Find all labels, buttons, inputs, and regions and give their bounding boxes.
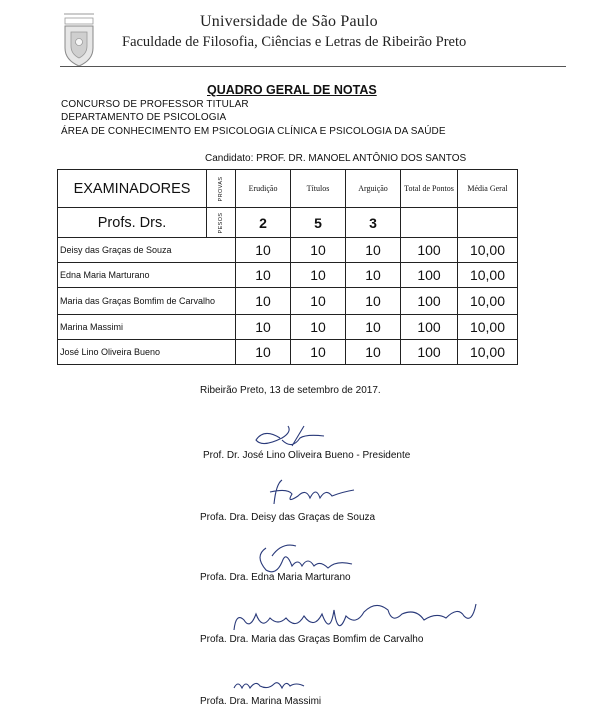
provas-label: PROVAS — [218, 176, 224, 201]
university-name: Universidade de São Paulo — [200, 13, 378, 30]
place-and-date: Ribeirão Preto, 13 de setembro de 2017. — [200, 385, 381, 396]
examiner-name: José Lino Oliveira Bueno — [58, 340, 236, 365]
weight-erudicao: 2 — [236, 208, 291, 238]
signatory-edna: Profa. Dra. Edna Maria Marturano — [200, 572, 351, 583]
score-erudicao: 10 — [236, 263, 291, 288]
department-line: DEPARTAMENTO DE PSICOLOGIA — [61, 112, 227, 123]
grades-table — [57, 169, 518, 365]
column-header-total: Total de Pontos — [401, 170, 458, 208]
score-arguicao: 10 — [346, 340, 401, 365]
score-media: 10,00 — [458, 263, 518, 288]
table-header-row — [58, 170, 518, 208]
weight-titulos: 5 — [291, 208, 346, 238]
signature-marina — [230, 674, 310, 696]
table-row — [58, 263, 518, 288]
faculty-name: Faculdade de Filosofia, Ciências e Letras de Ribeirão Preto — [122, 34, 467, 50]
score-arguicao: 10 — [346, 263, 401, 288]
examiners-header: EXAMINADORES — [58, 170, 207, 208]
column-header-arguicao: Arguição — [346, 170, 401, 208]
examiner-name: Marina Massimi — [58, 315, 236, 340]
profs-header: Profs. Drs. — [58, 208, 207, 238]
contest-line: CONCURSO DE PROFESSOR TITULAR — [61, 99, 249, 110]
table-row — [58, 238, 518, 263]
column-header-media: Média Geral — [458, 170, 518, 208]
score-titulos: 10 — [291, 288, 346, 315]
score-titulos: 10 — [291, 340, 346, 365]
weight-total-empty — [401, 208, 458, 238]
score-total: 100 — [401, 340, 458, 365]
score-media: 10,00 — [458, 315, 518, 340]
score-total: 100 — [401, 288, 458, 315]
table-row — [58, 340, 518, 365]
score-total: 100 — [401, 263, 458, 288]
score-arguicao: 10 — [346, 315, 401, 340]
knowledge-area-line: ÁREA DE CONHECIMENTO EM PSICOLOGIA CLÍNICA E PSICOLOGIA DA SAÚDE — [61, 126, 446, 137]
score-arguicao: 10 — [346, 288, 401, 315]
document-title: QUADRO GERAL DE NOTAS — [207, 83, 377, 97]
signatory-marina: Profa. Dra. Marina Massimi — [200, 696, 322, 707]
score-total: 100 — [401, 238, 458, 263]
weight-arguicao: 3 — [346, 208, 401, 238]
table-row — [58, 288, 518, 315]
usp-seal-logo — [62, 12, 96, 68]
header-divider — [60, 66, 566, 67]
signatory-maria-das-gracas: Profa. Dra. Maria das Graças Bomfim de Carvalho — [200, 634, 424, 645]
score-erudicao: 10 — [236, 340, 291, 365]
table-row — [58, 315, 518, 340]
signature-deisy — [262, 474, 362, 514]
score-erudicao: 10 — [236, 315, 291, 340]
candidate-line: Candidato: PROF. DR. MANOEL ANTÔNIO DOS SANTOS — [205, 153, 467, 164]
pesos-label-cell — [207, 208, 236, 238]
examiner-name: Edna Maria Marturano — [58, 263, 236, 288]
score-titulos: 10 — [291, 315, 346, 340]
score-arguicao: 10 — [346, 238, 401, 263]
score-total: 100 — [401, 315, 458, 340]
score-erudicao: 10 — [236, 238, 291, 263]
examiner-name: Maria das Graças Bomfim de Carvalho — [58, 288, 236, 315]
weights-row — [58, 208, 518, 238]
weight-media-empty — [458, 208, 518, 238]
provas-label-cell — [207, 170, 236, 208]
score-media: 10,00 — [458, 288, 518, 315]
column-header-titulos: Títulos — [291, 170, 346, 208]
score-erudicao: 10 — [236, 288, 291, 315]
pesos-label: PESOS — [218, 212, 224, 233]
signatory-president: Prof. Dr. José Lino Oliveira Bueno - Presidente — [203, 450, 411, 461]
column-header-erudicao: Erudição — [236, 170, 291, 208]
score-titulos: 10 — [291, 263, 346, 288]
score-media: 10,00 — [458, 340, 518, 365]
score-titulos: 10 — [291, 238, 346, 263]
examiner-name: Deisy das Graças de Souza — [58, 238, 236, 263]
signatory-deisy: Profa. Dra. Deisy das Graças de Souza — [200, 512, 376, 523]
score-media: 10,00 — [458, 238, 518, 263]
